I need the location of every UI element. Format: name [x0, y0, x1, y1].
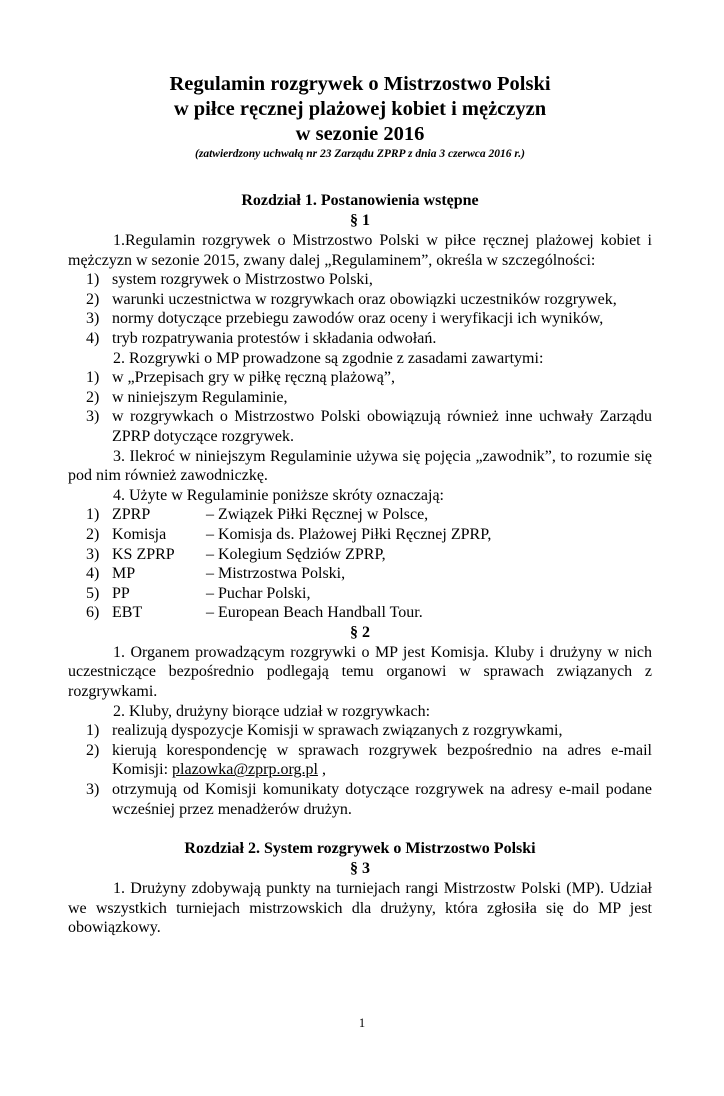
list-item [68, 388, 652, 408]
list-item-number: 5) [86, 584, 100, 602]
list-item-tail: , [317, 761, 326, 779]
section-3-sign: § 3 [350, 860, 370, 878]
section-1-paragraph-3: 3. Ilekroć w niniejszym Regulaminie używa się pojęcia „zawodnik”, to rozumie się pod nim również zawodniczkę. [68, 447, 652, 485]
abbreviation-meaning: – Kolegium Sędziów ZPRP, [206, 545, 386, 563]
list-item-number: 2) [86, 388, 100, 406]
abbreviation-meaning: – Komisja ds. Plażowej Piłki Ręcznej ZPRP, [206, 525, 492, 543]
list-item-text: realizują dyspozycje Komisji w sprawach związanych z rozgrywkami, [112, 722, 563, 740]
abbreviation: Komisja [112, 525, 167, 543]
list-item-number: 6) [86, 604, 100, 622]
section-1-paragraph-1: 1.Regulamin rozgrywek o Mistrzostwo Polski w piłce ręcznej plażowej kobiet i mężczyzn w sezonie 2015, zwany dalej „Regulaminem”, określa w szczególności: [68, 232, 652, 269]
commission-email-link[interactable]: plazowka@zprp.org.pl [172, 761, 318, 779]
abbreviation-item [68, 603, 652, 623]
list-item-number: 3) [86, 408, 100, 426]
abbreviation: PP [112, 584, 130, 602]
section-1-list-2 [68, 368, 652, 446]
abbreviation: ZPRP [112, 506, 151, 524]
list-item-number: 1) [86, 271, 100, 289]
list-item [68, 329, 652, 349]
section-2-paragraph-1: 1. Organem prowadzącym rozgrywki o MP jest Komisja. Kluby i drużyny w nich uczestniczące bezpośrednio podlegają temu organowi w sprawach związanych z rozgrywkami. [68, 643, 652, 701]
document-page [0, 72, 724, 1096]
section-2-sign: § 2 [350, 623, 370, 641]
abbreviation-meaning: – European Beach Handball Tour. [206, 604, 423, 622]
list-item-text: otrzymują od Komisji komunikaty dotyczące rozgrywek na adresy e-mail podane wcześniej przez menadżerów drużyn. [112, 781, 652, 818]
abbreviation-meaning: – Puchar Polski, [206, 584, 311, 602]
page-number: 1 [358, 1016, 366, 1030]
abbreviation-meaning: – Mistrzostwa Polski, [206, 565, 346, 583]
list-item-number: 3) [86, 545, 100, 563]
list-item-text: tryb rozpatrywania protestów i składania odwołań. [112, 329, 437, 347]
list-item [68, 368, 652, 388]
list-item [68, 721, 652, 741]
title-line-3: w sezonie 2016 [295, 123, 425, 145]
abbreviation-item [68, 505, 652, 525]
abbreviation-item [68, 545, 652, 565]
approval-note: (zatwierdzony uchwałą nr 23 Zarządu ZPRP z dnia 3 czerwca 2016 r.) [195, 148, 525, 160]
chapter-2-heading: Rozdział 2. System rozgrywek o Mistrzostwo Polski [184, 840, 536, 858]
list-item-text: w „Przepisach gry w piłkę ręczną plażową”, [112, 369, 395, 387]
list-item-text: system rozgrywek o Mistrzostwo Polski, [112, 271, 373, 289]
list-item [68, 309, 652, 329]
list-item [68, 270, 652, 290]
list-item-number: 1) [86, 722, 100, 740]
chapter-1-heading: Rozdział 1. Postanowienia wstępne [241, 192, 479, 209]
section-3-paragraph-1: 1. Drużyny zdobywają punkty na turniejach rangi Mistrzostw Polski (MP). Udział we wszystkich turniejach mistrzowskich dla drużyny, która zgłosiła się do MP jest obowiązkowy. [68, 880, 652, 937]
section-2-list [68, 721, 652, 819]
list-item-number: 4) [86, 565, 100, 583]
list-item [68, 407, 652, 446]
section-1-sign: § 1 [350, 212, 370, 229]
abbreviation: KS ZPRP [112, 545, 175, 563]
title-line-2: w piłce ręcznej plażowej kobiet i mężczyzn [173, 98, 547, 120]
list-item-text: normy dotyczące przebiegu zawodów oraz oceny i weryfikacji ich wyników, [112, 310, 604, 328]
list-item-number: 3) [86, 310, 100, 328]
list-item [68, 290, 652, 310]
list-item-text: w rozgrywkach o Mistrzostwo Polski obowiązują również inne uchwały Zarządu ZPRP dotyczące rozgrywek. [112, 408, 652, 445]
list-item-text: warunki uczestnictwa w rozgrywkach oraz obowiązki uczestników rozgrywek, [112, 290, 617, 308]
section-1-paragraph-2: 2. Rozgrywki o MP prowadzone są zgodnie z zasadami zawartymi: [113, 349, 544, 367]
section-2-paragraph-2: 2. Kluby, drużyny biorące udział w rozgrywkach: [113, 702, 431, 720]
document-title [68, 72, 652, 147]
section-1-paragraph-4: 4. Użyte w Regulaminie poniższe skróty oznaczają: [113, 486, 444, 504]
title-line-1: Regulamin rozgrywek o Mistrzostwo Polski [169, 73, 551, 95]
list-item-number: 2) [86, 290, 100, 308]
list-item-number: 4) [86, 329, 100, 347]
list-item [68, 780, 652, 819]
list-item-text: w niniejszym Regulaminie, [112, 388, 288, 406]
abbreviation: MP [112, 565, 136, 583]
list-item-text: kierują korespondencję w sprawach rozgrywek bezpośrednio na adres e-mail Komisji: [112, 741, 652, 779]
abbreviation-meaning: – Związek Piłki Ręcznej w Polsce, [206, 506, 429, 524]
abbreviation-item [68, 564, 652, 584]
list-item-number: 2) [86, 741, 100, 759]
list-item-number: 2) [86, 525, 100, 543]
abbreviation-item [68, 525, 652, 545]
list-item-number: 1) [86, 506, 100, 524]
list-item-number: 1) [86, 369, 100, 387]
section-1-list-1 [68, 270, 652, 348]
abbreviation-item [68, 584, 652, 604]
abbreviation: EBT [112, 604, 143, 622]
abbreviations-list [68, 505, 652, 623]
list-item-number: 3) [86, 781, 100, 799]
list-item [68, 741, 652, 780]
